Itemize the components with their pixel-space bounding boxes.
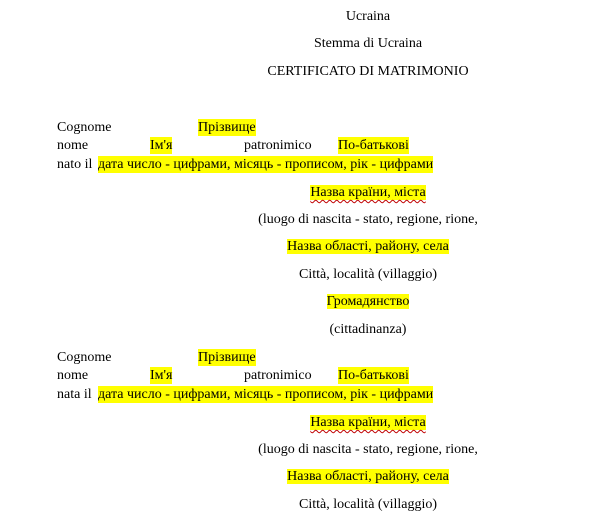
person1-name-value: Ім'я (150, 138, 173, 153)
person1-region-value: Назва області, району, села (287, 239, 449, 254)
person1-patronymic-label: patronimico (244, 138, 312, 153)
person2-patronymic-value: По-батькові (338, 368, 409, 383)
person1-birthplace-line (0, 184, 600, 201)
person1-citizenship-line (0, 293, 600, 310)
person1-region-line (0, 238, 600, 255)
person1-birthplace-value: Назва країни, міста (310, 185, 426, 200)
person2-region-value: Назва області, району, села (287, 469, 449, 484)
person2-born-label: nata il (57, 387, 92, 402)
person2-born-value: дата число - цифрами, місяць - прописом, рік - цифрами (98, 387, 434, 402)
person1-surname-label: Cognome (57, 120, 112, 135)
person2-region-note: Città, località (villaggio) (298, 497, 438, 512)
person1-region-note: Città, località (villaggio) (298, 267, 438, 282)
person2-birthplace-line (0, 414, 600, 431)
person2-surname-label: Cognome (57, 350, 112, 365)
header-coat-of-arms: Stemma di Ucraina (313, 36, 423, 51)
person2-name-label: nome (57, 368, 89, 383)
person2-patronymic-label: patronimico (244, 368, 312, 383)
person1-birthplace-note: (luogo di nascita - stato, regione, rione, (258, 212, 478, 227)
person2-name-value: Ім'я (150, 368, 173, 383)
document-title: CERTIFICATO DI MATRIMONIO (267, 64, 469, 79)
header-country: Ucraina (345, 9, 391, 24)
person1-patronymic-value: По-батькові (338, 138, 409, 153)
person2-birthplace-note: (luogo di nascita - stato, regione, rione, (258, 442, 478, 457)
person1-citizenship-note: (cittadinanza) (329, 322, 407, 337)
person1-name-label: nome (57, 138, 89, 153)
person1-surname-value: Прізвище (198, 120, 256, 135)
person2-region-line (0, 468, 600, 485)
person1-born-value: дата число - цифрами, місяць - прописом, рік - цифрами (98, 157, 434, 172)
person1-born-label: nato il (57, 157, 93, 172)
person2-birthplace-value: Назва країни, міста (310, 415, 426, 430)
person2-surname-value: Прізвище (198, 350, 256, 365)
person1-citizenship-value: Громадянство (326, 294, 410, 309)
